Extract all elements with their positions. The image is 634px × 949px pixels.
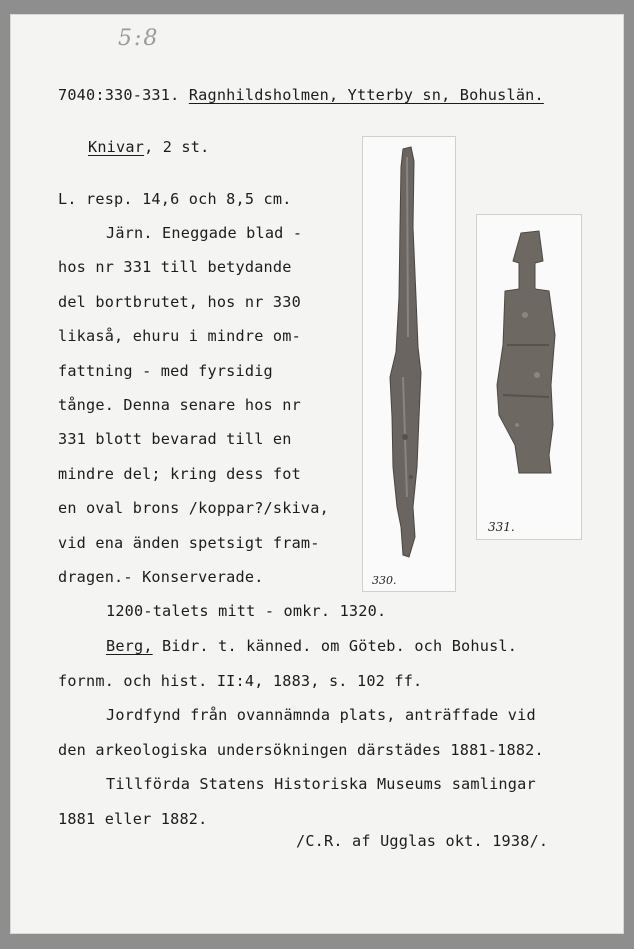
label-330: 330. bbox=[372, 574, 397, 587]
object-type: Knivar bbox=[88, 138, 145, 156]
description-line: del bortbrutet, hos nr 330 bbox=[58, 293, 301, 311]
catalog-card bbox=[10, 14, 624, 934]
reference-author: Berg, bbox=[106, 637, 153, 655]
description-line: mindre del; kring dess fot bbox=[58, 465, 301, 483]
header-line bbox=[58, 86, 544, 104]
description-line: dragen.- Konserverade. bbox=[58, 568, 264, 586]
catalog-number: 7040:330-331. bbox=[58, 86, 180, 104]
description-line: Järn. Eneggade blad - bbox=[106, 224, 303, 242]
description-line: tånge. Denna senare hos nr bbox=[58, 396, 301, 414]
description-line: likaså, ehuru i mindre om- bbox=[58, 327, 301, 345]
reference-line-2: fornm. och hist. II:4, 1883, s. 102 ff. bbox=[58, 672, 423, 690]
description-line: en oval brons /koppar?/skiva, bbox=[58, 499, 329, 517]
knife-331-photo bbox=[476, 214, 582, 540]
reference-title: Bidr. t. känned. om Göteb. och Bohusl. bbox=[152, 637, 518, 655]
description-line: hos nr 331 till betydande bbox=[58, 258, 292, 276]
description-line: vid ena änden spetsigt fram- bbox=[58, 534, 320, 552]
description-line: fattning - med fyrsidig bbox=[58, 362, 273, 380]
description-line: L. resp. 14,6 och 8,5 cm. bbox=[58, 190, 292, 208]
object-title bbox=[88, 138, 209, 156]
acquisition-line: Tillförda Statens Historiska Museums samlingar bbox=[106, 775, 536, 793]
find-place: Ragnhildsholmen, Ytterby sn, Bohuslän. bbox=[188, 86, 544, 104]
dating: 1200-talets mitt - omkr. 1320. bbox=[106, 602, 387, 620]
pencil-mark: 5:8 bbox=[118, 26, 160, 51]
description-line: 331 blott bevarad till en bbox=[58, 430, 292, 448]
acquisition-line: 1881 eller 1882. bbox=[58, 810, 208, 828]
knife-331-image bbox=[477, 215, 581, 539]
knife-330-photo bbox=[362, 136, 456, 592]
label-331: 331. bbox=[488, 520, 515, 534]
find-line: den arkeologiska undersökningen därstädes 1881-1882. bbox=[58, 741, 544, 759]
object-count: , 2 st. bbox=[144, 138, 210, 156]
reference-line-1 bbox=[106, 637, 517, 655]
knife-330-image bbox=[363, 137, 455, 591]
signature: /C.R. af Ugglas okt. 1938/. bbox=[296, 832, 549, 850]
find-line: Jordfynd från ovannämnda plats, anträffade vid bbox=[106, 706, 536, 724]
